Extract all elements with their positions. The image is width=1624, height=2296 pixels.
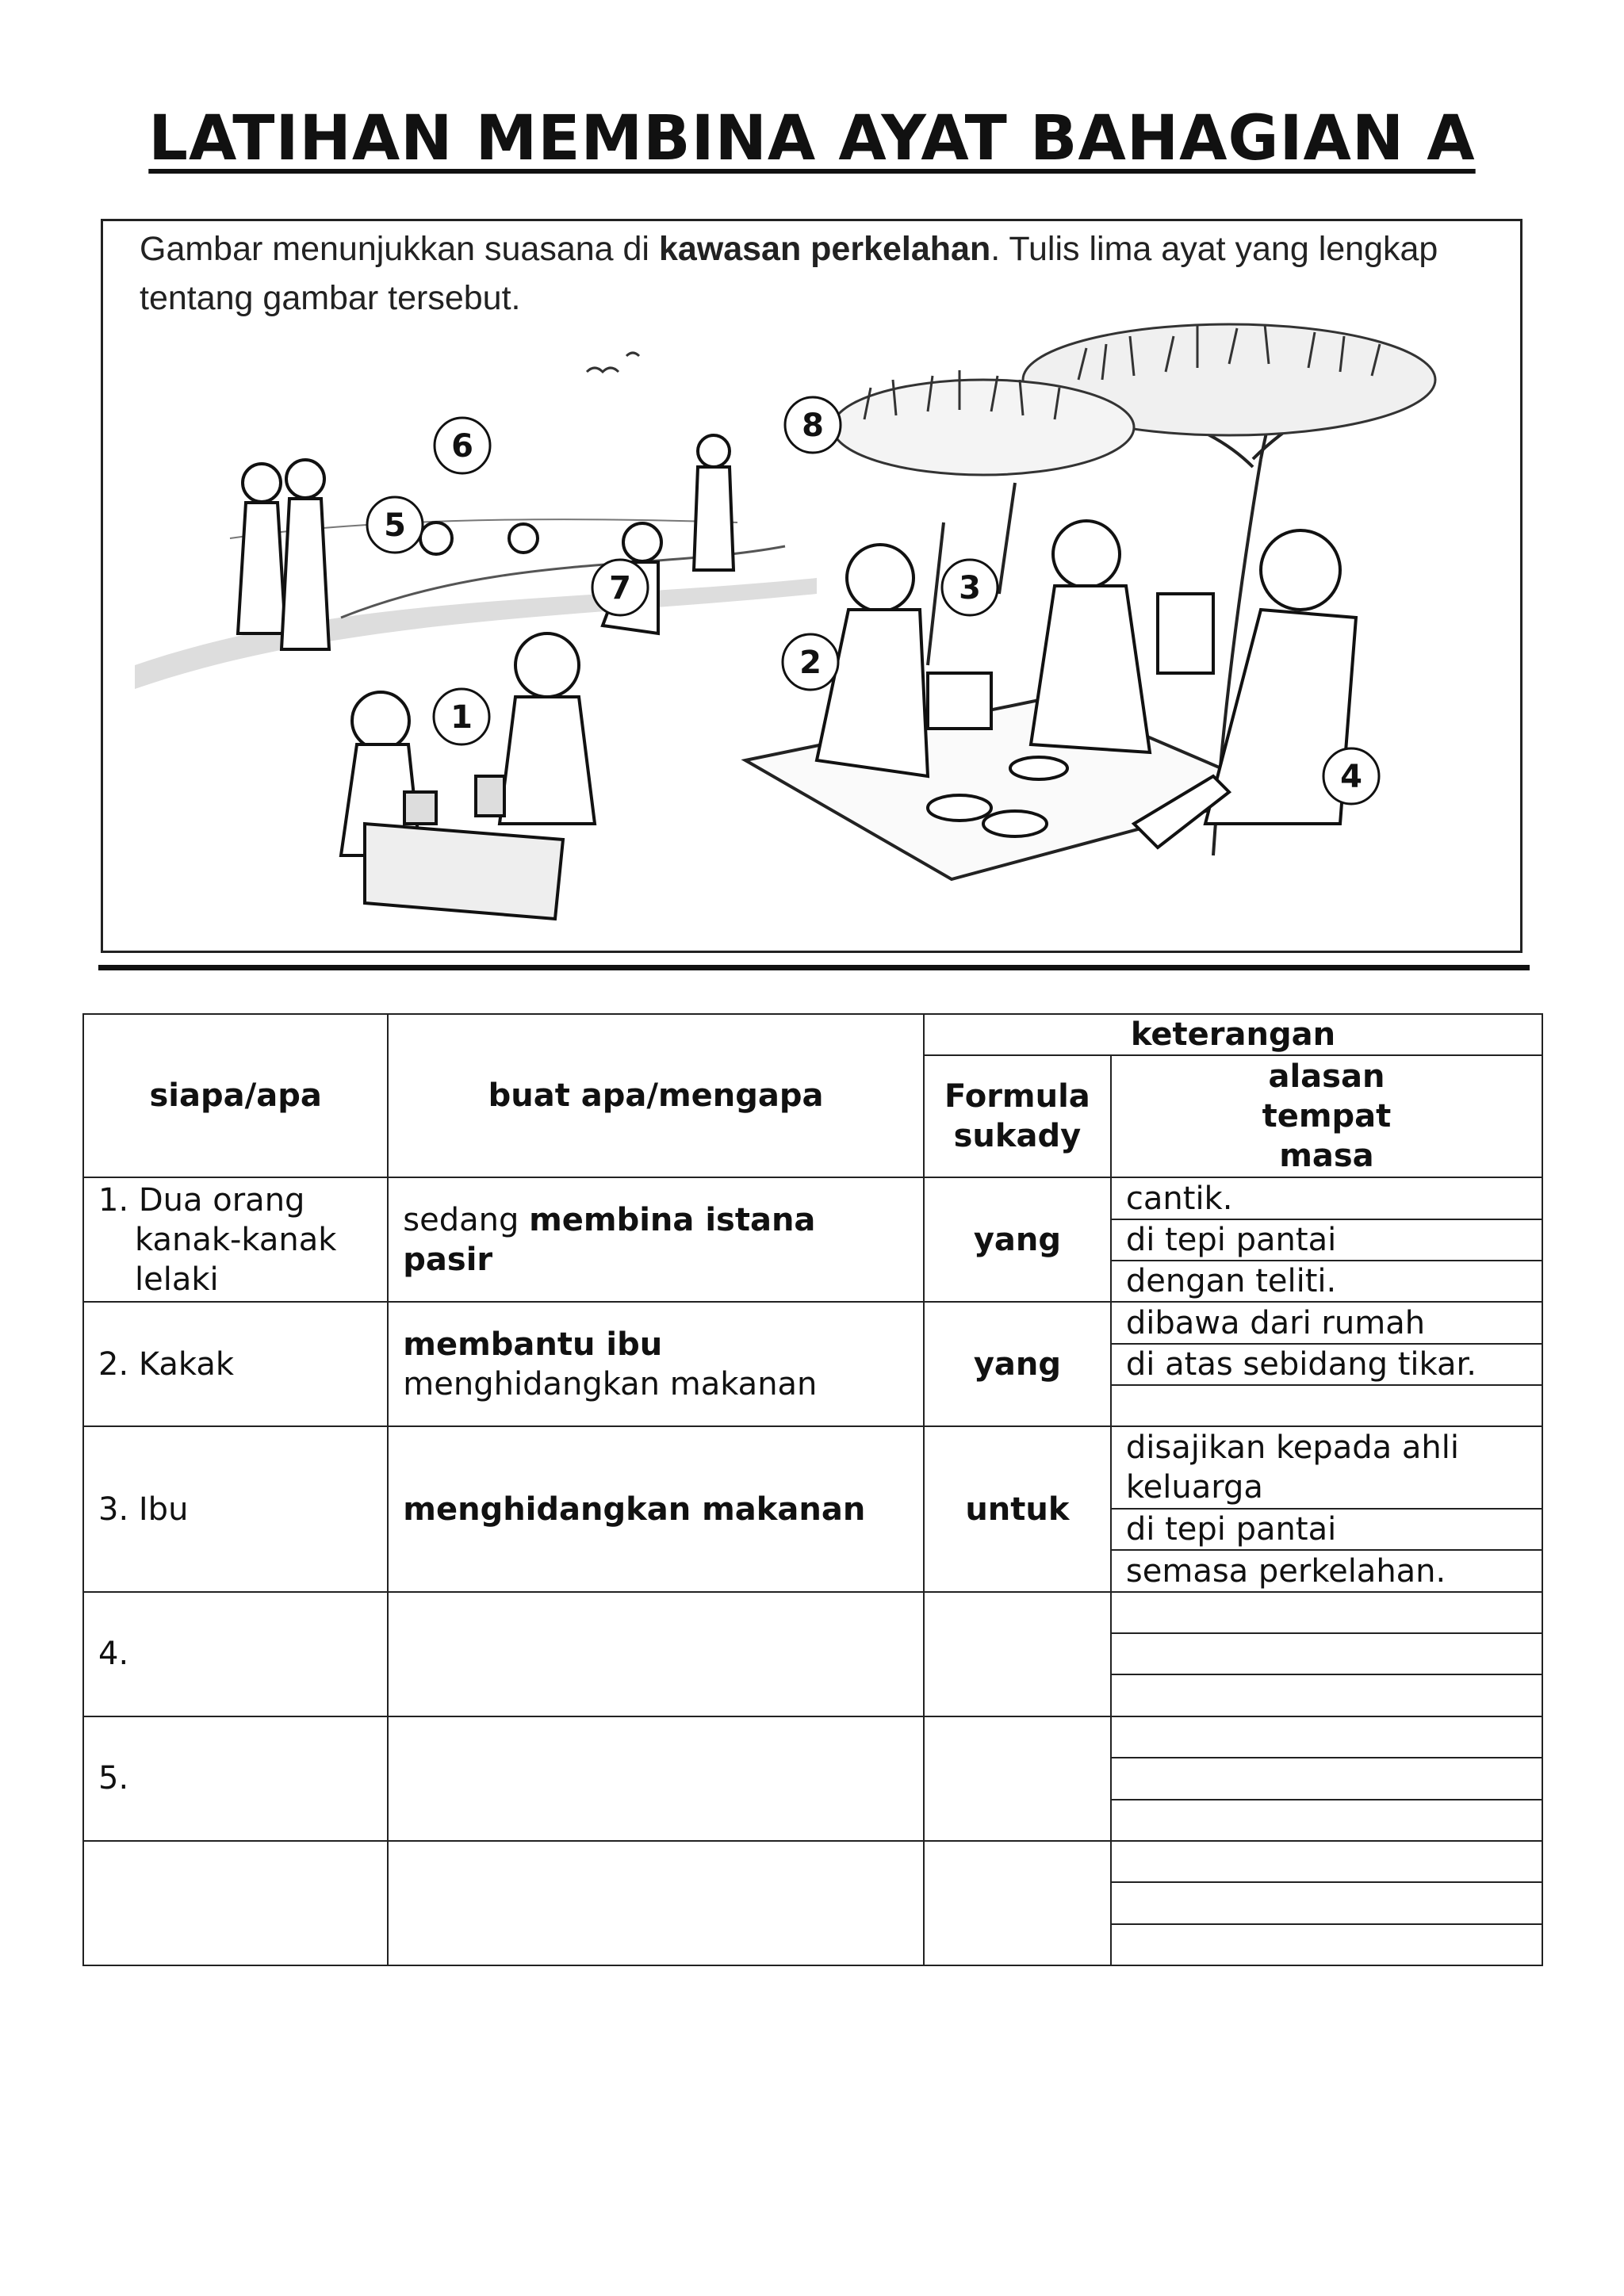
picnic-picture [101,219,1522,953]
row6-detail-3[interactable] [1111,1924,1542,1965]
row1-action: sedang membina istana pasir [388,1177,924,1302]
row1-detail-3: dengan teliti. [1111,1261,1542,1302]
row5-detail-1[interactable] [1111,1716,1542,1758]
header-siapa: siapa/apa [83,1014,388,1177]
row4-detail-3[interactable] [1111,1674,1542,1716]
marker-3: 3 [959,570,981,607]
header-formula: Formula sukady [924,1055,1111,1177]
marker-4: 4 [1340,759,1362,795]
picnic-scene-illustration [103,221,1522,953]
row1-formula: yang [924,1177,1111,1302]
header-keterangan-types: alasan tempat masa [1111,1055,1542,1177]
row6-subject[interactable] [83,1841,388,1965]
row1-detail-2: di tepi pantai [1111,1219,1542,1261]
row2-detail-3 [1111,1385,1542,1426]
row3-detail-1: disajikan kepada ahli keluarga [1111,1426,1542,1509]
row2-action: membantu ibu menghidangkan makanan [388,1302,924,1426]
marker-8: 8 [802,408,824,444]
row2-detail-2: di atas sebidang tikar. [1111,1344,1542,1385]
row4-detail-2[interactable] [1111,1633,1542,1674]
marker-1: 1 [450,699,473,736]
row3-detail-2: di tepi pantai [1111,1509,1542,1550]
marker-6: 6 [451,428,473,465]
header-keterangan: keterangan [924,1014,1542,1055]
instructions: Gambar menunjukkan suasana di kawasan perkelahan. Tulis lima ayat yang lengkap tentang gambar tersebut. [140,230,1438,317]
row6-detail-1[interactable] [1111,1841,1542,1882]
row3-action: menghidangkan makanan [388,1426,924,1591]
header-buat: buat apa/mengapa [388,1014,924,1177]
sentence-table [82,1013,1543,1966]
row4-formula[interactable] [924,1592,1111,1716]
row2-formula: yang [924,1302,1111,1426]
row3-formula: untuk [924,1426,1111,1591]
row3-detail-3: semasa perkelahan. [1111,1550,1542,1591]
row1-subject: 1. Dua orang kanak-kanak lelaki [83,1177,388,1302]
row5-subject: 5. [83,1716,388,1841]
row4-action[interactable] [388,1592,924,1716]
page-title: LATIHAN MEMBINA AYAT BAHAGIAN A [148,103,1476,174]
row6-detail-2[interactable] [1111,1882,1542,1923]
marker-2: 2 [799,645,822,681]
row6-action[interactable] [388,1841,924,1965]
marker-7: 7 [609,570,631,607]
marker-5: 5 [384,507,406,544]
row2-detail-1: dibawa dari rumah [1111,1302,1542,1343]
row4-detail-1[interactable] [1111,1592,1542,1633]
row1-detail-1: cantik. [1111,1177,1542,1219]
row2-subject: 2. Kakak [83,1302,388,1426]
divider [98,965,1530,970]
row5-detail-2[interactable] [1111,1758,1542,1799]
row5-detail-3[interactable] [1111,1800,1542,1841]
row6-formula[interactable] [924,1841,1111,1965]
row5-formula[interactable] [924,1716,1111,1841]
row3-subject: 3. Ibu [83,1426,388,1591]
row5-action[interactable] [388,1716,924,1841]
row4-subject: 4. [83,1592,388,1716]
